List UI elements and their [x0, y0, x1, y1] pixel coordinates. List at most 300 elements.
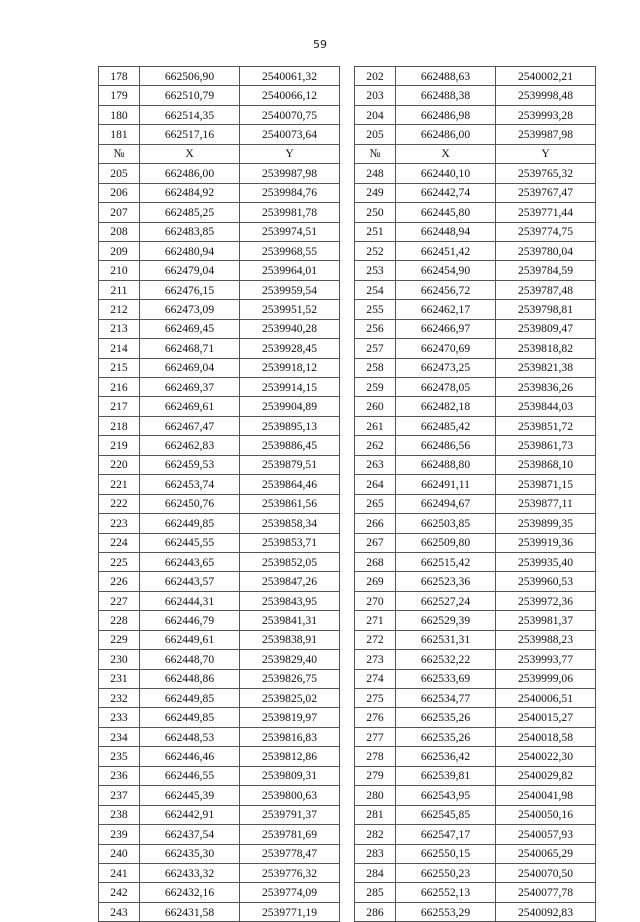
- column-gap: [340, 67, 355, 86]
- column-gap: [340, 689, 355, 708]
- x-coordinate-cell: 662503,85: [396, 514, 496, 533]
- point-number-cell: 226: [99, 572, 140, 591]
- y-coordinate-cell: 2539879,51: [240, 455, 340, 474]
- x-coordinate-cell: 662451,42: [396, 241, 496, 260]
- table-row: [99, 805, 596, 824]
- table-row: [99, 902, 596, 921]
- y-coordinate-cell: 2539809,31: [240, 766, 340, 785]
- point-number-cell: 254: [355, 280, 396, 299]
- point-number-cell: 286: [355, 902, 396, 921]
- column-gap: [340, 319, 355, 338]
- x-coordinate-cell: 662462,83: [140, 436, 240, 455]
- y-coordinate-cell: 2540029,82: [496, 766, 596, 785]
- y-coordinate-cell: 2539791,37: [240, 805, 340, 824]
- x-coordinate-cell: 662486,00: [140, 164, 240, 183]
- column-gap: [340, 591, 355, 610]
- point-number-cell: 255: [355, 300, 396, 319]
- page-number: 59: [313, 38, 327, 51]
- table-row: [99, 863, 596, 882]
- point-number-cell: 229: [99, 630, 140, 649]
- column-gap: [340, 863, 355, 882]
- point-number-cell: 238: [99, 805, 140, 824]
- y-coordinate-cell: 2539819,97: [240, 708, 340, 727]
- point-number-cell: 179: [99, 86, 140, 105]
- x-coordinate-cell: 662470,69: [396, 339, 496, 358]
- table-row: [99, 358, 596, 377]
- y-coordinate-cell: 2539829,40: [240, 650, 340, 669]
- column-gap: [340, 805, 355, 824]
- y-coordinate-cell: 2540022,30: [496, 747, 596, 766]
- point-number-cell: 273: [355, 650, 396, 669]
- x-coordinate-cell: 662491,11: [396, 475, 496, 494]
- y-coordinate-cell: 2539826,75: [240, 669, 340, 688]
- table-row: [99, 222, 596, 241]
- point-number-cell: 251: [355, 222, 396, 241]
- table-row: [99, 436, 596, 455]
- y-coordinate-cell: 2540077,78: [496, 883, 596, 902]
- y-coordinate-cell: 2539836,26: [496, 378, 596, 397]
- x-coordinate-cell: 662529,39: [396, 611, 496, 630]
- point-number-cell: 205: [355, 125, 396, 144]
- table-row: [99, 475, 596, 494]
- table-row: [99, 203, 596, 222]
- point-number-cell: 269: [355, 572, 396, 591]
- column-gap: [340, 358, 355, 377]
- x-coordinate-cell: 662456,72: [396, 280, 496, 299]
- y-coordinate-cell: 2539841,31: [240, 611, 340, 630]
- y-coordinate-cell: 2539771,44: [496, 203, 596, 222]
- x-coordinate-cell: 662485,25: [140, 203, 240, 222]
- point-number-cell: 266: [355, 514, 396, 533]
- x-coordinate-cell: 662534,77: [396, 689, 496, 708]
- x-coordinate-cell: 662433,32: [140, 863, 240, 882]
- table-row: [99, 300, 596, 319]
- point-number-cell: 242: [99, 883, 140, 902]
- x-coordinate-cell: 662443,65: [140, 552, 240, 571]
- point-number-cell: 282: [355, 825, 396, 844]
- table-row: [99, 416, 596, 435]
- table-row: [99, 105, 596, 124]
- x-coordinate-cell: 662432,16: [140, 883, 240, 902]
- x-coordinate-cell: 662454,90: [396, 261, 496, 280]
- x-coordinate-cell: 662469,45: [140, 319, 240, 338]
- table-row: [99, 261, 596, 280]
- x-coordinate-cell: 662473,09: [140, 300, 240, 319]
- y-coordinate-cell: 2539868,10: [496, 455, 596, 474]
- point-number-cell: 253: [355, 261, 396, 280]
- header-y-cell: Y: [496, 144, 596, 163]
- column-gap: [340, 300, 355, 319]
- point-number-cell: 203: [355, 86, 396, 105]
- coordinates-table: [98, 66, 596, 922]
- table-row: [99, 241, 596, 260]
- header-number-cell: №: [355, 144, 396, 163]
- point-number-cell: 209: [99, 241, 140, 260]
- point-number-cell: 227: [99, 591, 140, 610]
- column-gap: [340, 339, 355, 358]
- point-number-cell: 223: [99, 514, 140, 533]
- x-coordinate-cell: 662466,97: [396, 319, 496, 338]
- point-number-cell: 180: [99, 105, 140, 124]
- point-number-cell: 276: [355, 708, 396, 727]
- point-number-cell: 271: [355, 611, 396, 630]
- y-coordinate-cell: 2539816,83: [240, 727, 340, 746]
- point-number-cell: 212: [99, 300, 140, 319]
- table-row: [99, 319, 596, 338]
- column-gap: [340, 378, 355, 397]
- point-number-cell: 260: [355, 397, 396, 416]
- table-row: [99, 630, 596, 649]
- column-gap: [340, 533, 355, 552]
- coordinates-table-body: [99, 67, 596, 922]
- point-number-cell: 270: [355, 591, 396, 610]
- x-coordinate-cell: 662488,80: [396, 455, 496, 474]
- point-number-cell: 274: [355, 669, 396, 688]
- y-coordinate-cell: 2539919,36: [496, 533, 596, 552]
- y-coordinate-cell: 2539999,06: [496, 669, 596, 688]
- y-coordinate-cell: 2539959,54: [240, 280, 340, 299]
- y-coordinate-cell: 2539809,47: [496, 319, 596, 338]
- point-number-cell: 275: [355, 689, 396, 708]
- y-coordinate-cell: 2539853,71: [240, 533, 340, 552]
- y-coordinate-cell: 2539981,78: [240, 203, 340, 222]
- column-gap: [340, 455, 355, 474]
- point-number-cell: 178: [99, 67, 140, 86]
- point-number-cell: 224: [99, 533, 140, 552]
- column-gap: [340, 416, 355, 435]
- x-coordinate-cell: 662462,17: [396, 300, 496, 319]
- y-coordinate-cell: 2539904,89: [240, 397, 340, 416]
- table-row: [99, 650, 596, 669]
- column-gap: [340, 669, 355, 688]
- point-number-cell: 221: [99, 475, 140, 494]
- column-gap: [340, 222, 355, 241]
- x-coordinate-cell: 662453,74: [140, 475, 240, 494]
- table-row: [99, 552, 596, 571]
- y-coordinate-cell: 2540070,75: [240, 105, 340, 124]
- y-coordinate-cell: 2539784,59: [496, 261, 596, 280]
- y-coordinate-cell: 2539765,32: [496, 164, 596, 183]
- y-coordinate-cell: 2539861,56: [240, 494, 340, 513]
- x-coordinate-cell: 662446,46: [140, 747, 240, 766]
- table-row: [99, 708, 596, 727]
- y-coordinate-cell: 2539993,28: [496, 105, 596, 124]
- x-coordinate-cell: 662442,91: [140, 805, 240, 824]
- table-row: [99, 883, 596, 902]
- point-number-cell: 256: [355, 319, 396, 338]
- x-coordinate-cell: 662469,61: [140, 397, 240, 416]
- table-row: [99, 280, 596, 299]
- point-number-cell: 230: [99, 650, 140, 669]
- x-coordinate-cell: 662446,55: [140, 766, 240, 785]
- table-row: [99, 67, 596, 86]
- x-coordinate-cell: 662449,85: [140, 689, 240, 708]
- x-coordinate-cell: 662479,04: [140, 261, 240, 280]
- y-coordinate-cell: 2540018,58: [496, 727, 596, 746]
- point-number-cell: 281: [355, 805, 396, 824]
- x-coordinate-cell: 662553,29: [396, 902, 496, 921]
- point-number-cell: 249: [355, 183, 396, 202]
- x-coordinate-cell: 662469,04: [140, 358, 240, 377]
- point-number-cell: 278: [355, 747, 396, 766]
- point-number-cell: 243: [99, 902, 140, 921]
- point-number-cell: 222: [99, 494, 140, 513]
- column-gap: [340, 825, 355, 844]
- x-coordinate-cell: 662431,58: [140, 902, 240, 921]
- y-coordinate-cell: 2539895,13: [240, 416, 340, 435]
- column-gap: [340, 475, 355, 494]
- x-coordinate-cell: 662506,90: [140, 67, 240, 86]
- point-number-cell: 258: [355, 358, 396, 377]
- column-gap: [340, 105, 355, 124]
- column-gap: [340, 786, 355, 805]
- y-coordinate-cell: 2540002,21: [496, 67, 596, 86]
- y-coordinate-cell: 2539858,34: [240, 514, 340, 533]
- y-coordinate-cell: 2540050,16: [496, 805, 596, 824]
- y-coordinate-cell: 2539871,15: [496, 475, 596, 494]
- x-coordinate-cell: 662482,18: [396, 397, 496, 416]
- table-row: [99, 86, 596, 105]
- x-coordinate-cell: 662478,05: [396, 378, 496, 397]
- point-number-cell: 236: [99, 766, 140, 785]
- point-number-cell: 267: [355, 533, 396, 552]
- x-coordinate-cell: 662515,42: [396, 552, 496, 571]
- x-coordinate-cell: 662523,36: [396, 572, 496, 591]
- y-coordinate-cell: 2539935,40: [496, 552, 596, 571]
- x-coordinate-cell: 662485,42: [396, 416, 496, 435]
- x-coordinate-cell: 662468,71: [140, 339, 240, 358]
- y-coordinate-cell: 2539771,19: [240, 902, 340, 921]
- y-coordinate-cell: 2540041,98: [496, 786, 596, 805]
- x-coordinate-cell: 662437,54: [140, 825, 240, 844]
- table-row: [99, 747, 596, 766]
- x-coordinate-cell: 662509,80: [396, 533, 496, 552]
- table-row: [99, 339, 596, 358]
- column-gap: [340, 552, 355, 571]
- x-coordinate-cell: 662450,76: [140, 494, 240, 513]
- table-row: [99, 669, 596, 688]
- point-number-cell: 280: [355, 786, 396, 805]
- x-coordinate-cell: 662486,56: [396, 436, 496, 455]
- x-coordinate-cell: 662469,37: [140, 378, 240, 397]
- y-coordinate-cell: 2539964,01: [240, 261, 340, 280]
- point-number-cell: 240: [99, 844, 140, 863]
- y-coordinate-cell: 2539818,82: [496, 339, 596, 358]
- y-coordinate-cell: 2539877,11: [496, 494, 596, 513]
- x-coordinate-cell: 662448,70: [140, 650, 240, 669]
- x-coordinate-cell: 662444,31: [140, 591, 240, 610]
- point-number-cell: 211: [99, 280, 140, 299]
- point-number-cell: 264: [355, 475, 396, 494]
- column-gap: [340, 514, 355, 533]
- point-number-cell: 228: [99, 611, 140, 630]
- x-coordinate-cell: 662535,26: [396, 727, 496, 746]
- x-coordinate-cell: 662473,25: [396, 358, 496, 377]
- y-coordinate-cell: 2540015,27: [496, 708, 596, 727]
- x-coordinate-cell: 662510,79: [140, 86, 240, 105]
- table-row: [99, 825, 596, 844]
- y-coordinate-cell: 2539993,77: [496, 650, 596, 669]
- column-gap: [340, 572, 355, 591]
- column-gap: [340, 902, 355, 921]
- y-coordinate-cell: 2539780,04: [496, 241, 596, 260]
- x-coordinate-cell: 662514,35: [140, 105, 240, 124]
- point-number-cell: 232: [99, 689, 140, 708]
- x-coordinate-cell: 662486,98: [396, 105, 496, 124]
- point-number-cell: 231: [99, 669, 140, 688]
- point-number-cell: 277: [355, 727, 396, 746]
- y-coordinate-cell: 2539776,32: [240, 863, 340, 882]
- column-gap: [340, 397, 355, 416]
- point-number-cell: 234: [99, 727, 140, 746]
- point-number-cell: 262: [355, 436, 396, 455]
- column-gap: [340, 630, 355, 649]
- y-coordinate-cell: 2539825,02: [240, 689, 340, 708]
- point-number-cell: 259: [355, 378, 396, 397]
- x-coordinate-cell: 662449,85: [140, 514, 240, 533]
- point-number-cell: 235: [99, 747, 140, 766]
- y-coordinate-cell: 2539974,51: [240, 222, 340, 241]
- x-coordinate-cell: 662480,94: [140, 241, 240, 260]
- y-coordinate-cell: 2539787,48: [496, 280, 596, 299]
- y-coordinate-cell: 2539984,76: [240, 183, 340, 202]
- point-number-cell: 272: [355, 630, 396, 649]
- point-number-cell: 218: [99, 416, 140, 435]
- y-coordinate-cell: 2539774,75: [496, 222, 596, 241]
- column-gap: [340, 241, 355, 260]
- y-coordinate-cell: 2540073,64: [240, 125, 340, 144]
- column-gap: [340, 650, 355, 669]
- column-gap: [340, 747, 355, 766]
- column-gap: [340, 708, 355, 727]
- point-number-cell: 202: [355, 67, 396, 86]
- point-number-cell: 213: [99, 319, 140, 338]
- x-coordinate-cell: 662552,13: [396, 883, 496, 902]
- x-coordinate-cell: 662486,00: [396, 125, 496, 144]
- x-coordinate-cell: 662484,92: [140, 183, 240, 202]
- y-coordinate-cell: 2539798,81: [496, 300, 596, 319]
- x-coordinate-cell: 662488,63: [396, 67, 496, 86]
- table-row: [99, 766, 596, 785]
- point-number-cell: 225: [99, 552, 140, 571]
- point-number-cell: 204: [355, 105, 396, 124]
- point-number-cell: 257: [355, 339, 396, 358]
- table-row: [99, 591, 596, 610]
- y-coordinate-cell: 2539940,28: [240, 319, 340, 338]
- point-number-cell: 239: [99, 825, 140, 844]
- table-row: [99, 455, 596, 474]
- y-coordinate-cell: 2539988,23: [496, 630, 596, 649]
- y-coordinate-cell: 2539800,63: [240, 786, 340, 805]
- y-coordinate-cell: 2539861,73: [496, 436, 596, 455]
- point-number-cell: 217: [99, 397, 140, 416]
- x-coordinate-cell: 662488,38: [396, 86, 496, 105]
- y-coordinate-cell: 2539781,69: [240, 825, 340, 844]
- y-coordinate-cell: 2539987,98: [496, 125, 596, 144]
- y-coordinate-cell: 2539821,38: [496, 358, 596, 377]
- y-coordinate-cell: 2539951,52: [240, 300, 340, 319]
- x-coordinate-cell: 662476,15: [140, 280, 240, 299]
- x-coordinate-cell: 662445,55: [140, 533, 240, 552]
- x-coordinate-cell: 662442,74: [396, 183, 496, 202]
- table-row: [99, 164, 596, 183]
- column-gap: [340, 125, 355, 144]
- table-row: [99, 494, 596, 513]
- point-number-cell: 205: [99, 164, 140, 183]
- y-coordinate-cell: 2539844,03: [496, 397, 596, 416]
- y-coordinate-cell: 2540057,93: [496, 825, 596, 844]
- header-number-cell: №: [99, 144, 140, 163]
- point-number-cell: 283: [355, 844, 396, 863]
- table-row: [99, 514, 596, 533]
- y-coordinate-cell: 2539968,55: [240, 241, 340, 260]
- table-row: [99, 727, 596, 746]
- column-gap: [340, 844, 355, 863]
- point-number-cell: 284: [355, 863, 396, 882]
- point-number-cell: 216: [99, 378, 140, 397]
- x-coordinate-cell: 662547,17: [396, 825, 496, 844]
- y-coordinate-cell: 2539778,47: [240, 844, 340, 863]
- x-coordinate-cell: 662535,26: [396, 708, 496, 727]
- point-number-cell: 250: [355, 203, 396, 222]
- point-number-cell: 263: [355, 455, 396, 474]
- x-coordinate-cell: 662494,67: [396, 494, 496, 513]
- x-coordinate-cell: 662467,47: [140, 416, 240, 435]
- header-row: [99, 144, 596, 163]
- y-coordinate-cell: 2540092,83: [496, 902, 596, 921]
- x-coordinate-cell: 662445,39: [140, 786, 240, 805]
- y-coordinate-cell: 2540066,12: [240, 86, 340, 105]
- point-number-cell: 215: [99, 358, 140, 377]
- point-number-cell: 248: [355, 164, 396, 183]
- x-coordinate-cell: 662531,31: [396, 630, 496, 649]
- x-coordinate-cell: 662459,53: [140, 455, 240, 474]
- x-coordinate-cell: 662445,80: [396, 203, 496, 222]
- x-coordinate-cell: 662449,61: [140, 630, 240, 649]
- x-coordinate-cell: 662527,24: [396, 591, 496, 610]
- y-coordinate-cell: 2539960,53: [496, 572, 596, 591]
- point-number-cell: 241: [99, 863, 140, 882]
- column-gap: [340, 611, 355, 630]
- column-gap: [340, 183, 355, 202]
- y-coordinate-cell: 2540065,29: [496, 844, 596, 863]
- y-coordinate-cell: 2540061,32: [240, 67, 340, 86]
- x-coordinate-cell: 662449,85: [140, 708, 240, 727]
- x-coordinate-cell: 662448,94: [396, 222, 496, 241]
- y-coordinate-cell: 2539812,86: [240, 747, 340, 766]
- y-coordinate-cell: 2539851,72: [496, 416, 596, 435]
- point-number-cell: 279: [355, 766, 396, 785]
- x-coordinate-cell: 662443,57: [140, 572, 240, 591]
- x-coordinate-cell: 662448,86: [140, 669, 240, 688]
- column-gap: [340, 203, 355, 222]
- column-gap: [340, 436, 355, 455]
- point-number-cell: 252: [355, 241, 396, 260]
- y-coordinate-cell: 2539774,09: [240, 883, 340, 902]
- y-coordinate-cell: 2539767,47: [496, 183, 596, 202]
- y-coordinate-cell: 2540006,51: [496, 689, 596, 708]
- table-row: [99, 844, 596, 863]
- x-coordinate-cell: 662533,69: [396, 669, 496, 688]
- x-coordinate-cell: 662517,16: [140, 125, 240, 144]
- y-coordinate-cell: 2539998,48: [496, 86, 596, 105]
- table-row: [99, 572, 596, 591]
- table-row: [99, 689, 596, 708]
- x-coordinate-cell: 662440,10: [396, 164, 496, 183]
- x-coordinate-cell: 662532,22: [396, 650, 496, 669]
- header-y-cell: Y: [240, 144, 340, 163]
- point-number-cell: 210: [99, 261, 140, 280]
